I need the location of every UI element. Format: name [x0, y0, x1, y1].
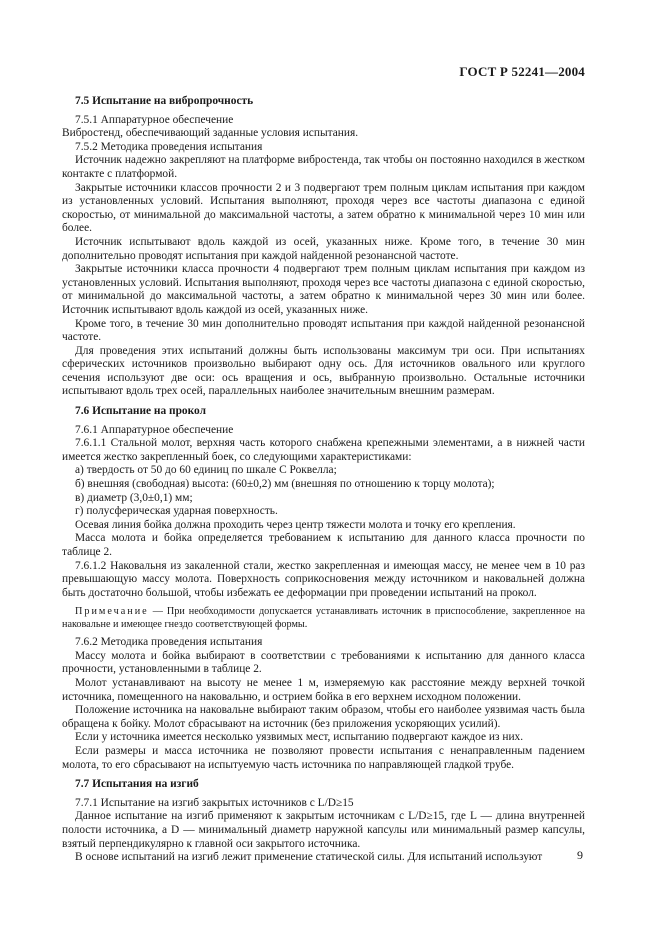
- paragraph: Источник надежно закрепляют на платформе вибростенда, так чтобы он постоянно находился в жестком контакте с платформой.: [62, 154, 585, 180]
- paragraph: 7.6.2 Методика проведения испытания: [75, 636, 263, 649]
- paragraph: В основе испытаний на изгиб лежит применение статической силы. Для испытаний используют: [75, 851, 543, 864]
- paragraph: 7.6.1.1 Стальной молот, верхняя часть которого снабжена крепежными элементами, а в нижней части имеется жестко закрепленный боек, со следующими характеристиками:: [62, 437, 585, 463]
- paragraph: Закрытые источники классов прочности 2 и 3 подвергают трем полным циклам испытания при каждом из установленных условий. Испытания выполняют, проходя через все частоты диапазона с единой скоростью, от минимальной до максимальной частоты, а затем обратно к минимальной через 10 мин или более.: [62, 181, 585, 235]
- paragraph: Данное испытание на изгиб применяют к закрытым источникам с L/D≥15, где L — длина внутренней полости источника, а D — минимальный диаметр наружной капсулы или минимальный размер капсулы, взятый перпендикулярно к главной оси закрытого источника.: [62, 810, 585, 850]
- section-heading-7-6: 7.6 Испытание на прокол: [75, 405, 206, 418]
- paragraph: Для проведения этих испытаний должны быть использованы максимум три оси. При испытаниях сферических источников произвольно выбирают одну ось. Для источников овального или круглого сечения используют две оси: ось вращения и ось, выбранную произвольно. Остальные источники испытывают вдоль трех осей, параллельных наиболее значительным внешним размерам.: [62, 344, 585, 398]
- note-label: Примечание: [75, 606, 149, 618]
- list-item: г) полусферическая ударная поверхность.: [75, 505, 278, 518]
- paragraph: Источник испытывают вдоль каждой из осей, указанных ниже. Кроме того, в течение 30 мин дополнительно проводят испытания при каждой найденной резонансной частоте.: [62, 235, 585, 262]
- list-item: а) твердость от 50 до 60 единиц по шкале С Роквелла;: [75, 464, 337, 477]
- paragraph: Массу молота и бойка выбирают в соответствии с требованиями к испытанию для данного класса прочности, установленными в таблице 2.: [62, 649, 585, 676]
- paragraph: Осевая линия бойка должна проходить через центр тяжести молота и точку его крепления.: [75, 518, 516, 531]
- document-body: [62, 92, 585, 865]
- list-item: б) внешняя (свободная) высота: (60±0,2) мм (внешняя по отношению к торцу молота);: [75, 478, 495, 491]
- paragraph: Молот устанавливают на высоту не менее 1 м, измеряемую как расстояние между верхней точкой источника, помещенного на наковальню, и острием бойка в его верхнем исходном положении.: [62, 676, 585, 703]
- paragraph: 7.5.1 Аппаратурное обеспечение: [75, 113, 234, 126]
- section-heading-7-7: 7.7 Испытания на изгиб: [75, 778, 199, 791]
- paragraph: Вибростенд, обеспечивающий заданные условия испытания.: [62, 127, 359, 140]
- paragraph: Если размеры и масса источника не позволяют провести испытания с ненаправленным падением молота, то его сбрасывают на испытуемую часть источника по направляющей гладкой трубе.: [62, 744, 585, 771]
- paragraph: 7.5.2 Методика проведения испытания: [75, 140, 263, 153]
- list-item: в) диаметр (3,0±0,1) мм;: [75, 491, 193, 504]
- paragraph: 7.6.1.2 Наковальня из закаленной стали, жестко закрепленная и имеющая массу, не менее чем в 10 раз превышающую массу молота. Поверхность соприкосновения между источником и наковальней должна быть достаточно большой, чтобы избежать ее деформации при проведении испытаний на прокол.: [62, 559, 585, 599]
- note: [62, 606, 585, 631]
- section-heading-7-5: 7.5 Испытание на вибропрочность: [75, 95, 254, 107]
- paragraph: Кроме того, в течение 30 мин дополнительно проводят испытания при каждой найденной резонансной частоте.: [62, 317, 585, 344]
- paragraph: Положение источника на наковальне выбирают таким образом, чтобы его наиболее уязвимая часть была обращена к бойку. Молот сбрасывают на источник (без приложения ускоряющих усилий).: [62, 704, 585, 730]
- paragraph: Если у источника имеется несколько уязвимых мест, испытанию подвергают каждое из них.: [75, 731, 524, 744]
- paragraph: 7.7.1 Испытание на изгиб закрытых источников с L/D≥15: [75, 796, 354, 809]
- note-text: — При необходимости допускается устанавливать источник в приспособление, закрепленное на наковальне и имеющее гнездо соответствующей формы.: [62, 606, 585, 630]
- standard-header: ГОСТ Р 52241—2004: [459, 64, 585, 79]
- paragraph: Закрытые источники класса прочности 4 подвергают трем полным циклам испытания при каждом из установленных условий. Испытания выполняют, проходя через все частоты диапазона с единой скоростью, от минимальной до максимальной частоты, а затем обратно к минимальной через 30 мин или более. Источник испытывают вдоль каждой из осей, указанных ниже.: [62, 263, 585, 316]
- page-number: 9: [577, 848, 583, 862]
- paragraph: Масса молота и бойка определяется требованием к испытанию для данного класса прочности по таблице 2.: [62, 532, 585, 558]
- paragraph: 7.6.1 Аппаратурное обеспечение: [75, 423, 234, 436]
